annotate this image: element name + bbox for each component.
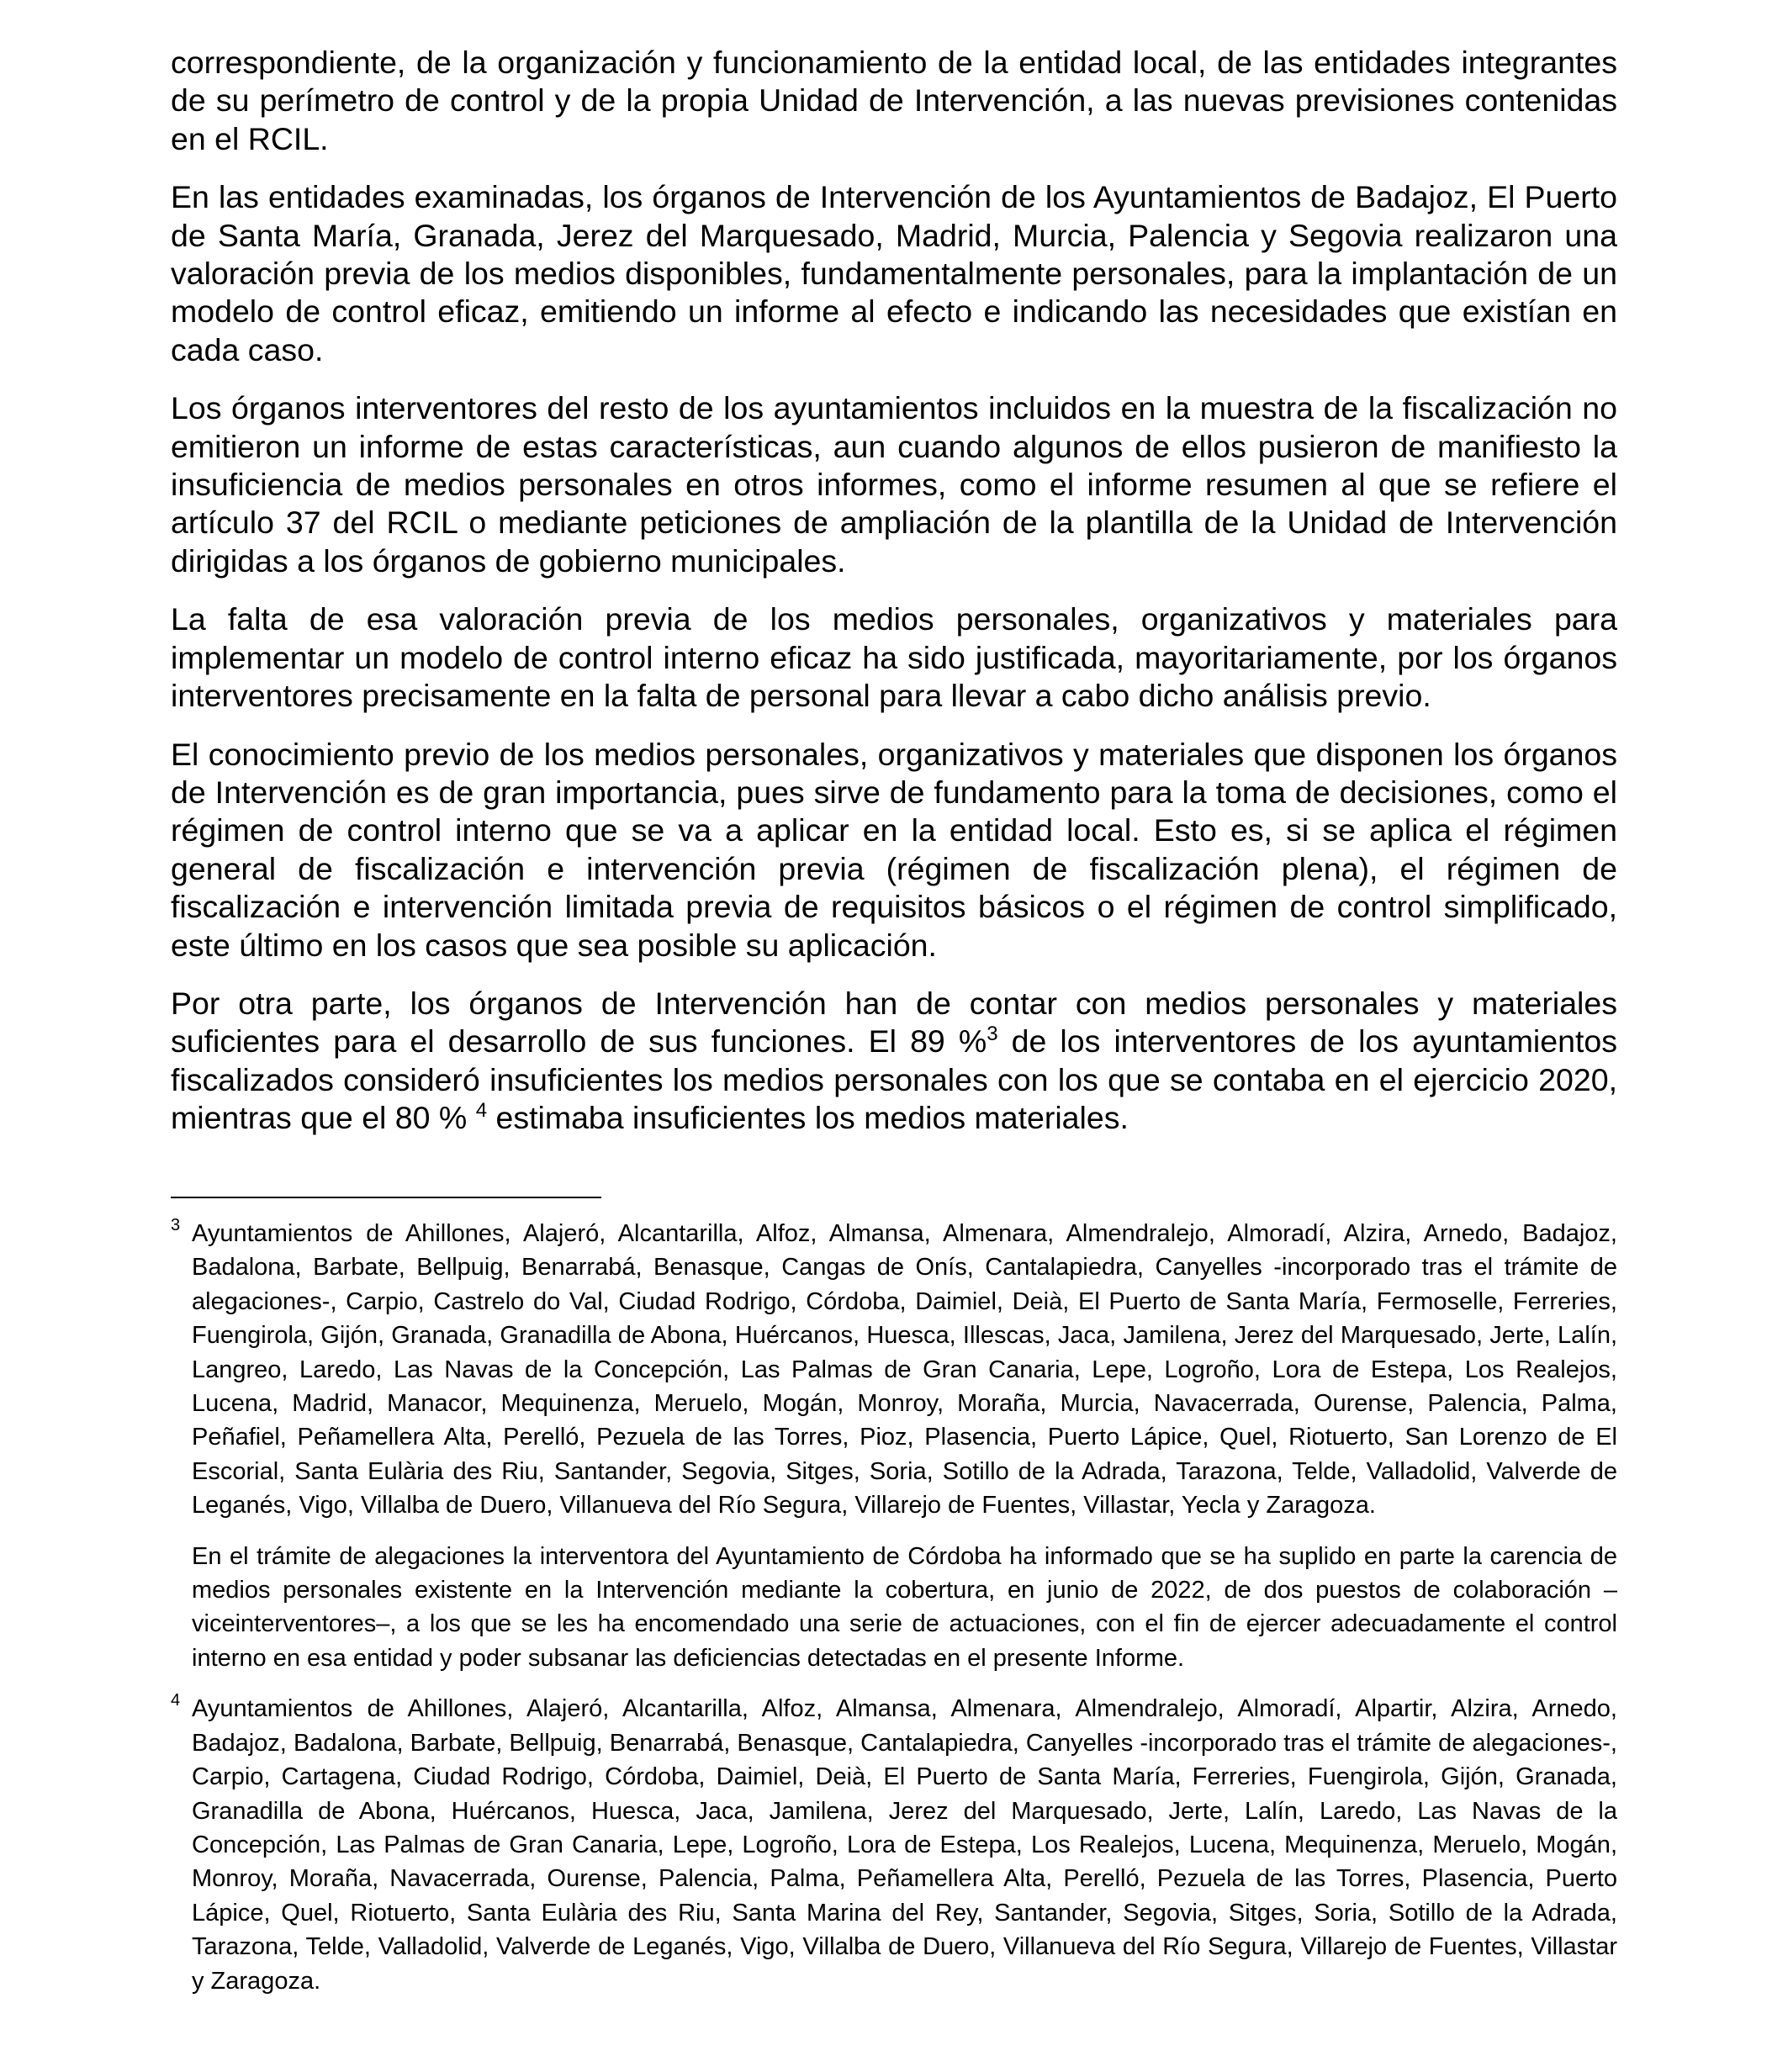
footnote-4-paragraph-1: Ayuntamientos de Ahillones, Alajeró, Alcantarilla, Alfoz, Almansa, Almenara, Almendralejo, Almoradí, Alpartir, Alzira, Arnedo, Badajoz, Badalona, Barbate, Bellpuig, Benarrabá, Benasque, Cantalapiedra, Canyelles -incorporado tras el trámite de alegaciones-, Carpio, Cartagena, Ciudad Rodrigo, Córdoba, Daimiel, Deià, El Puerto de Santa María, Ferreries, Fuengirola, Gijón, Granada, Granadilla de Abona, Huércanos, Huesca, Jaca, Jamilena, Jerez del Marquesado, Jerte, Lalín, Laredo, Las Navas de la Concepción, Las Palmas de Gran Canaria, Lepe, Logroño, Lora de Estepa, Los Realejos, Lucena, Mequinenza, Meruelo, Mogán, Monroy, Moraña, Navacerrada, Ourense, Palencia, Palma, Peñamellera Alta, Perelló, Pezuela de las Torres, Plasencia, Puerto Lápice, Quel, Riotuerto, Santa Eulària des Riu, Santa Marina del Rey, Santander, Segovia, Sitges, Soria, Sotillo de la Adrada, Tarazona, Telde, Valladolid, Valverde de Leganés, Vigo, Villalba de Duero, Villanueva del Río Segura, Villarejo de Fuentes, Villastar y Zaragoza. <box>192 1695 1617 1995</box>
body-paragraph-3: Los órganos interventores del resto de los ayuntamientos incluidos en la muestra de la fiscalización no emitieron un informe de estas características, aun cuando algunos de ellos pusieron de manifiesto la insuficiencia de medios personales en otros informes, como el informe resumen al que se refiere el artículo 37 del RCIL o mediante peticiones de ampliación de la plantilla de la Unidad de Intervención dirigidas a los órganos de gobierno municipales. <box>171 390 1617 579</box>
footnote-reference-4[interactable]: 4 <box>475 1099 488 1123</box>
body-paragraph-6-part-3: estimaba insuficientes los medios materiales. <box>487 1100 1129 1136</box>
footnote-3-paragraph-2: En el trámite de alegaciones la interventora del Ayuntamiento de Córdoba ha informado que se ha suplido en parte la carencia de medios personales existente en la Intervención mediante la cobertura, en junio de 2022, de dos puestos de colaboración –viceinterventores–, a los que se les ha encomendado una serie de actuaciones, con el fin de ejercer adecuadamente el control interno en esa entidad y poder subsanar las deficiencias detectadas en el presente Informe. <box>192 1542 1617 1672</box>
body-paragraph-5: El conocimiento previo de los medios personales, organizativos y materiales que disponen los órganos de Intervención es de gran importancia, pues sirve de fundamento para la toma de decisiones, como el régimen de control interno que se va a aplicar en la entidad local. Esto es, si se aplica el régimen general de fiscalización e intervención previa (régimen de fiscalización plena), el régimen de fiscalización e intervención limitada previa de requisitos básicos o el régimen de control simplificado, este último en los casos que sea posible su aplicación. <box>171 736 1617 963</box>
body-paragraph-6-part-2: de los interventores de los ayuntamientos fiscalizados consideró insuficientes los medios personales con los que se contaba en el ejercicio 2020, mientras que el 80 % <box>171 1023 1618 1136</box>
footnote-4 <box>171 1692 1617 1998</box>
body-paragraph-2: En las entidades examinadas, los órganos de Intervención de los Ayuntamientos de Badajoz, El Puerto de Santa María, Granada, Jerez del Marquesado, Madrid, Murcia, Palencia y Segovia realizaron una valoración previa de los medios disponibles, fundamentalmente personales, para la implantación de un modelo de control eficaz, emitiendo un informe al efecto e indicando las necesidades que existían en cada caso. <box>171 179 1617 367</box>
body-paragraph-6 <box>171 985 1617 1138</box>
footnote-separator <box>171 1197 601 1198</box>
footnote-reference-3[interactable]: 3 <box>987 1023 998 1046</box>
document-body <box>171 44 1617 1158</box>
body-paragraph-6-part-1: Por otra parte, los órganos de Intervención han de contar con medios personales y materiales suficientes para el desarrollo de sus funciones. El 89 % <box>171 985 1617 1060</box>
body-paragraph-1: correspondiente, de la organización y funcionamiento de la entidad local, de las entidades integrantes de su perímetro de control y de la propia Unidad de Intervención, a las nuevas previsiones contenidas en el RCIL. <box>171 45 1617 156</box>
body-paragraph-4: La falta de esa valoración previa de los medios personales, organizativos y materiales para implementar un modelo de control interno eficaz ha sido justificada, mayoritariamente, por los órganos interventores precisamente en la falta de personal para llevar a cabo dicho análisis previo. <box>171 601 1617 714</box>
footnote-number: 3 <box>171 1216 181 1234</box>
footnote-3 <box>171 1217 1617 1675</box>
footnote-3-paragraph-1: Ayuntamientos de Ahillones, Alajeró, Alcantarilla, Alfoz, Almansa, Almenara, Almendralejo, Almoradí, Alzira, Arnedo, Badajoz, Badalona, Barbate, Bellpuig, Benarrabá, Benasque, Cangas de Onís, Cantalapiedra, Canyelles -incorporado tras el trámite de alegaciones-, Carpio, Castrelo do Val, Ciudad Rodrigo, Córdoba, Daimiel, Deià, El Puerto de Santa María, Fermoselle, Ferreries, Fuengirola, Gijón, Granada, Granadilla de Abona, Huércanos, Huesca, Illescas, Jaca, Jamilena, Jerez del Marquesado, Jerte, Lalín, Langreo, Laredo, Las Navas de la Concepción, Las Palmas de Gran Canaria, Lepe, Logroño, Lora de Estepa, Los Realejos, Lucena, Madrid, Manacor, Mequinenza, Meruelo, Mogán, Monroy, Moraña, Murcia, Navacerrada, Ourense, Palencia, Palma, Peñafiel, Peñamellera Alta, Perelló, Pezuela de las Torres, Pioz, Plasencia, Puerto Lápice, Quel, Riotuerto, San Lorenzo de El Escorial, Santa Eulària des Riu, Santander, Segovia, Sitges, Soria, Sotillo de la Adrada, Tarazona, Telde, Valladolid, Valverde de Leganés, Vigo, Villalba de Duero, Villanueva del Río Segura, Villarejo de Fuentes, Villastar, Yecla y Zaragoza. <box>192 1220 1617 1520</box>
footnotes-section <box>171 1217 1617 1998</box>
footnote-number: 4 <box>171 1691 181 1710</box>
